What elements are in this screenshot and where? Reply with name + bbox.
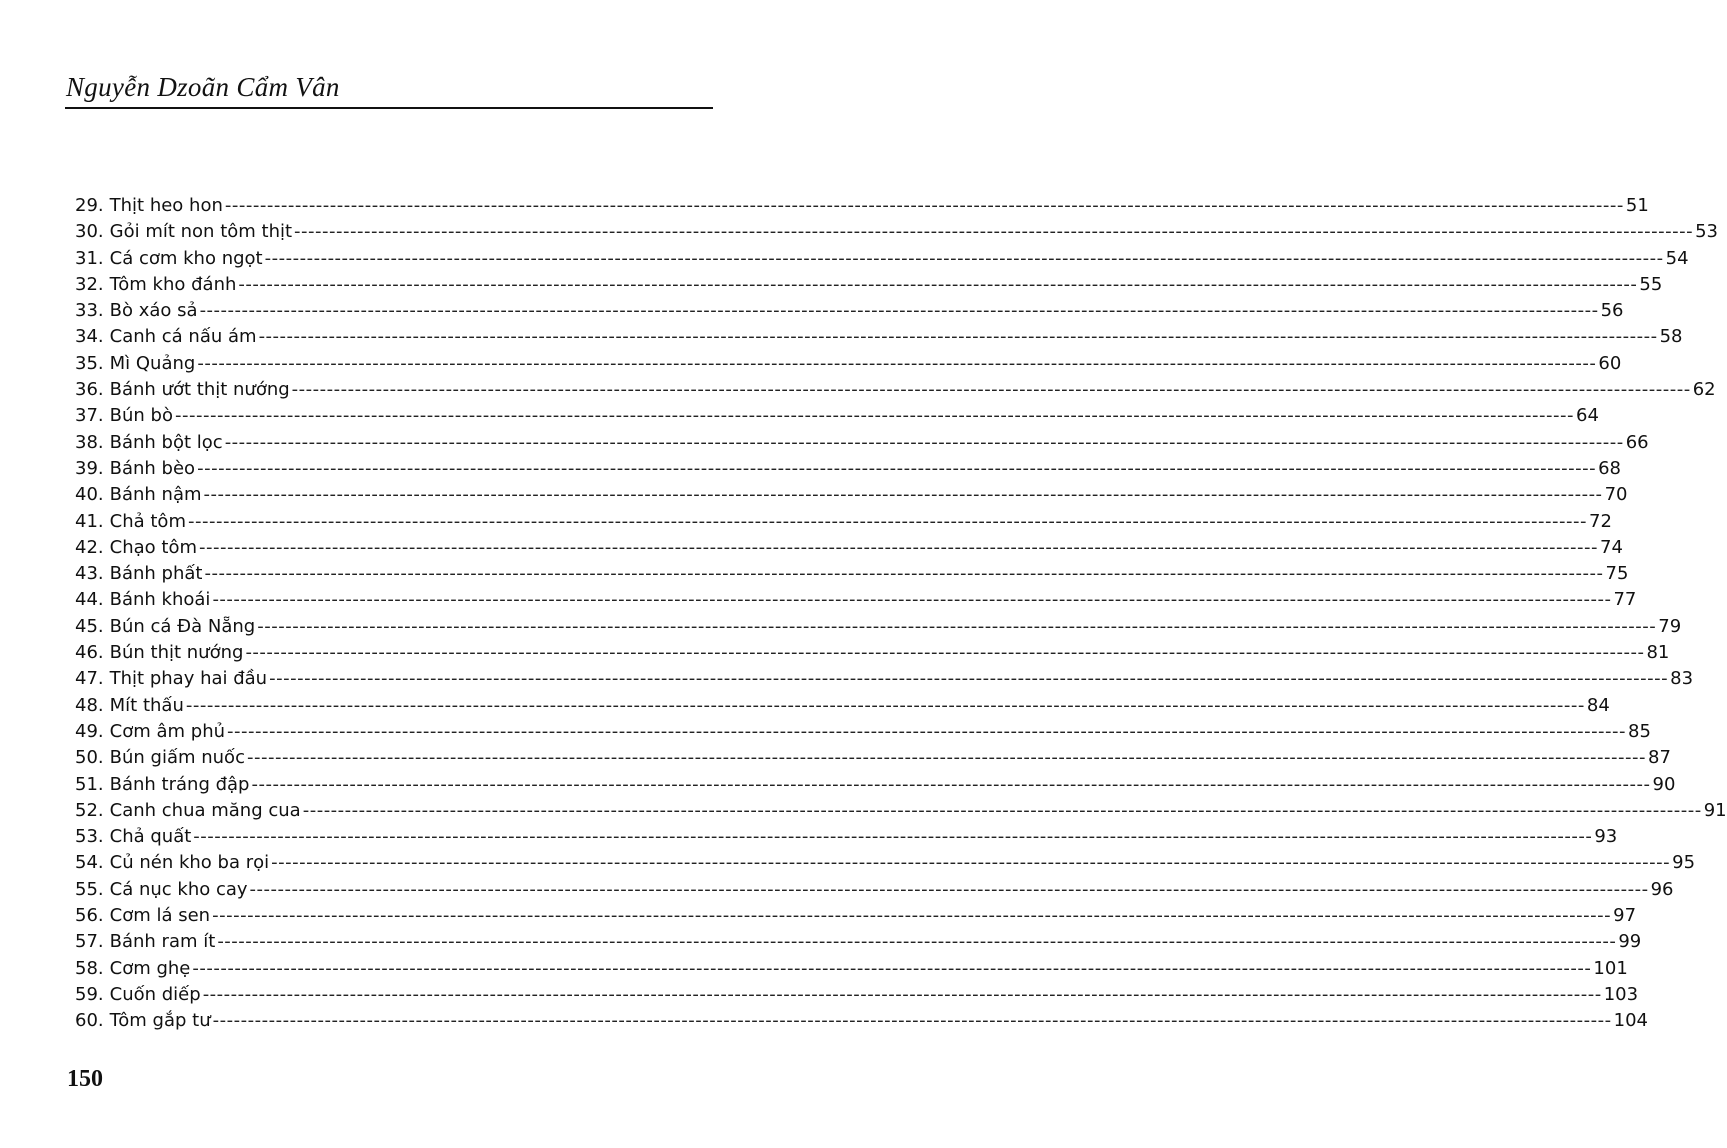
entry-number: 37.	[75, 405, 104, 427]
entry-title: Cuốn diếp	[109, 983, 201, 1005]
entry-page: 51	[1625, 195, 1649, 216]
dot-leader: --------------------------------------------------------------------------------------------------------------------------------------------------------------------------------------------------------	[269, 668, 1669, 690]
entry-number: 41.	[75, 510, 104, 532]
entry-title: Bún bò	[109, 405, 173, 427]
dot-leader: --------------------------------------------------------------------------------------------------------------------------------------------------------------------------------------------------------	[174, 405, 1574, 427]
entry-number: 29.	[75, 195, 104, 216]
entry-title: Bún giấm nuốc	[109, 747, 245, 769]
entry-title: Bánh tráng đập	[109, 773, 250, 795]
dot-leader: --------------------------------------------------------------------------------------------------------------------------------------------------------------------------------------------------------	[192, 957, 1592, 979]
dot-leader: --------------------------------------------------------------------------------------------------------------------------------------------------------------------------------------------------------	[264, 247, 1664, 269]
entry-page: 101	[1593, 957, 1628, 979]
toc-entry	[75, 905, 1637, 931]
toc-entry	[75, 563, 1629, 589]
toc-entry	[75, 720, 1651, 747]
toc-entry	[75, 799, 1727, 826]
entry-title: Bánh ram ít	[109, 931, 216, 953]
entry-number: 40.	[75, 484, 104, 506]
dot-leader: --------------------------------------------------------------------------------------------------------------------------------------------------------------------------------------------------------	[245, 642, 1645, 664]
toc-entry	[75, 615, 1682, 642]
entry-page: 87	[1648, 747, 1671, 769]
entry-title: Cơm âm phủ	[109, 720, 226, 742]
dot-leader: --------------------------------------------------------------------------------------------------------------------------------------------------------------------------------------------------------	[212, 589, 1612, 611]
entry-page: 56	[1600, 300, 1624, 322]
entry-page: 97	[1613, 905, 1637, 927]
entry-title: Canh cá nấu ám	[109, 326, 257, 348]
entry-title: Canh chua măng cua	[109, 799, 301, 821]
entry-title: Bún thịt nướng	[109, 642, 244, 664]
toc-entry	[75, 221, 1718, 247]
entry-page: 62	[1692, 379, 1716, 401]
toc-entry	[75, 957, 1628, 984]
toc-entry	[75, 852, 1696, 878]
entry-page: 93	[1594, 826, 1618, 848]
entry-number: 50.	[75, 747, 104, 769]
toc-entry	[75, 931, 1642, 957]
toc-entry	[75, 326, 1683, 352]
dot-leader: --------------------------------------------------------------------------------------------------------------------------------------------------------------------------------------------------------	[238, 273, 1638, 295]
dot-leader: --------------------------------------------------------------------------------------------------------------------------------------------------------------------------------------------------------	[224, 431, 1624, 453]
toc-entry	[75, 747, 1671, 773]
entry-page: 84	[1586, 694, 1610, 716]
entry-page: 83	[1670, 668, 1694, 690]
dot-leader: --------------------------------------------------------------------------------------------------------------------------------------------------------------------------------------------------------	[251, 773, 1651, 795]
toc-entry	[75, 247, 1689, 274]
entry-title: Chạo tôm	[109, 536, 197, 558]
entry-page: 72	[1589, 510, 1612, 532]
dot-leader: --------------------------------------------------------------------------------------------------------------------------------------------------------------------------------------------------------	[227, 720, 1627, 742]
toc-entry	[75, 878, 1674, 905]
entry-number: 30.	[75, 221, 104, 243]
entry-number: 54.	[75, 852, 104, 874]
entry-title: Cơm lá sen	[109, 905, 211, 927]
entry-number: 59.	[75, 983, 104, 1005]
entry-number: 55.	[75, 878, 104, 900]
entry-number: 46.	[75, 642, 104, 664]
toc-entry	[75, 589, 1637, 615]
entry-page: 58	[1659, 326, 1683, 348]
dot-leader: --------------------------------------------------------------------------------------------------------------------------------------------------------------------------------------------------------	[212, 1010, 1612, 1032]
entry-page: 85	[1628, 720, 1651, 742]
dot-leader: --------------------------------------------------------------------------------------------------------------------------------------------------------------------------------------------------------	[204, 563, 1604, 585]
dot-leader: --------------------------------------------------------------------------------------------------------------------------------------------------------------------------------------------------------	[199, 536, 1599, 558]
entry-title: Bánh bèo	[109, 457, 196, 479]
entry-title: Cá cơm kho ngọt	[109, 247, 263, 269]
entry-title: Bún cá Đà Nẵng	[109, 615, 256, 637]
entry-page: 64	[1576, 405, 1599, 427]
entry-number: 48.	[75, 694, 104, 716]
entry-page: 96	[1650, 878, 1674, 900]
entry-title: Bánh phất	[109, 563, 203, 585]
entry-number: 36.	[75, 379, 104, 401]
entry-page: 66	[1625, 431, 1649, 453]
entry-number: 42.	[75, 536, 104, 558]
toc-entry	[75, 642, 1670, 668]
dot-leader: --------------------------------------------------------------------------------------------------------------------------------------------------------------------------------------------------------	[187, 510, 1588, 532]
entry-title: Thịt heo hon	[109, 195, 223, 216]
entry-number: 45.	[75, 615, 104, 637]
entry-page: 60	[1598, 352, 1622, 374]
entry-title: Củ nén kho ba rọi	[109, 852, 270, 874]
entry-number: 49.	[75, 720, 104, 742]
entry-number: 31.	[75, 247, 104, 269]
dot-leader: --------------------------------------------------------------------------------------------------------------------------------------------------------------------------------------------------------	[291, 379, 1691, 401]
entry-number: 53.	[75, 826, 104, 848]
entry-title: Mì Quảng	[109, 352, 196, 374]
entry-number: 57.	[75, 931, 104, 953]
dot-leader: --------------------------------------------------------------------------------------------------------------------------------------------------------------------------------------------------------	[217, 931, 1617, 953]
toc-entry	[75, 668, 1694, 694]
toc-entry	[75, 536, 1623, 563]
entry-number: 47.	[75, 668, 104, 690]
toc-entry	[75, 273, 1663, 300]
entry-page: 79	[1658, 615, 1682, 637]
entry-title: Thịt phay hai đầu	[109, 668, 268, 690]
toc-entry	[75, 352, 1622, 379]
dot-leader: --------------------------------------------------------------------------------------------------------------------------------------------------------------------------------------------------------	[249, 878, 1649, 900]
entry-page: 95	[1672, 852, 1696, 874]
running-header: Nguyễn Dzoãn Cẩm Vân	[66, 72, 340, 102]
entry-page: 103	[1603, 983, 1639, 1005]
entry-page: 91	[1703, 799, 1727, 821]
entry-title: Bánh khoái	[109, 589, 211, 611]
dot-leader: --------------------------------------------------------------------------------------------------------------------------------------------------------------------------------------------------------	[257, 615, 1657, 637]
entry-number: 44.	[75, 589, 104, 611]
dot-leader: --------------------------------------------------------------------------------------------------------------------------------------------------------------------------------------------------------	[271, 852, 1671, 874]
toc-entry	[75, 405, 1599, 431]
dot-leader: --------------------------------------------------------------------------------------------------------------------------------------------------------------------------------------------------------	[202, 983, 1602, 1005]
entry-title: Chả quất	[109, 826, 192, 848]
entry-page: 77	[1613, 589, 1637, 611]
entry-number: 60.	[75, 1010, 104, 1032]
entry-number: 52.	[75, 799, 104, 821]
dot-leader: --------------------------------------------------------------------------------------------------------------------------------------------------------------------------------------------------------	[197, 457, 1597, 479]
entry-number: 39.	[75, 457, 104, 479]
dot-leader: --------------------------------------------------------------------------------------------------------------------------------------------------------------------------------------------------------	[294, 221, 1694, 243]
entry-title: Bánh bột lọc	[109, 431, 223, 453]
entry-title: Bò xáo sả	[109, 300, 198, 322]
dot-leader: --------------------------------------------------------------------------------------------------------------------------------------------------------------------------------------------------------	[302, 799, 1702, 821]
entry-title: Cá nục kho cay	[109, 878, 248, 900]
dot-leader: --------------------------------------------------------------------------------------------------------------------------------------------------------------------------------------------------------	[197, 352, 1597, 374]
entry-title: Cơm ghẹ	[109, 957, 191, 979]
toc-entry	[75, 431, 1649, 458]
entry-number: 35.	[75, 352, 104, 374]
entry-title: Tôm gắp tư	[109, 1010, 211, 1032]
toc-entry	[75, 457, 1622, 484]
entry-page: 75	[1605, 563, 1629, 585]
toc-entry	[75, 694, 1610, 721]
entry-number: 38.	[75, 431, 104, 453]
entry-page: 70	[1604, 484, 1628, 506]
toc-entry	[75, 195, 1649, 221]
entry-number: 56.	[75, 905, 104, 927]
toc-entry	[75, 484, 1628, 510]
entry-number: 58.	[75, 957, 104, 979]
entry-page: 55	[1639, 273, 1663, 295]
entry-page: 90	[1652, 773, 1676, 795]
dot-leader: --------------------------------------------------------------------------------------------------------------------------------------------------------------------------------------------------------	[212, 905, 1612, 927]
entry-page: 68	[1598, 457, 1622, 479]
entry-page: 81	[1646, 642, 1670, 664]
entry-title: Bánh ướt thịt nướng	[109, 379, 290, 401]
toc-entry	[75, 300, 1624, 326]
toc-entry	[75, 826, 1618, 852]
entry-title: Gỏi mít non tôm thịt	[109, 221, 293, 243]
dot-leader: --------------------------------------------------------------------------------------------------------------------------------------------------------------------------------------------------------	[224, 195, 1624, 216]
toc-entry	[75, 510, 1612, 537]
toc-entry	[75, 379, 1716, 405]
dot-leader: --------------------------------------------------------------------------------------------------------------------------------------------------------------------------------------------------------	[193, 826, 1593, 848]
entry-page: 74	[1600, 536, 1623, 558]
table-of-contents	[75, 195, 1727, 1037]
entry-title: Bánh nậm	[109, 484, 202, 506]
entry-title: Chả tôm	[109, 510, 186, 532]
entry-number: 51.	[75, 773, 104, 795]
dot-leader: --------------------------------------------------------------------------------------------------------------------------------------------------------------------------------------------------------	[203, 484, 1603, 506]
entry-title: Tôm kho đánh	[109, 273, 237, 295]
toc-entry	[75, 983, 1639, 1010]
entry-title: Mít thấu	[109, 694, 184, 716]
entry-page: 53	[1695, 221, 1718, 243]
entry-number: 32.	[75, 273, 104, 295]
dot-leader: --------------------------------------------------------------------------------------------------------------------------------------------------------------------------------------------------------	[246, 747, 1646, 769]
entry-number: 43.	[75, 563, 104, 585]
header-rule	[65, 107, 713, 109]
entry-page: 54	[1665, 247, 1689, 269]
page-number: 150	[67, 1066, 103, 1092]
entry-page: 99	[1618, 931, 1642, 953]
entry-number: 33.	[75, 300, 104, 322]
dot-leader: --------------------------------------------------------------------------------------------------------------------------------------------------------------------------------------------------------	[199, 300, 1599, 322]
toc-entry	[75, 773, 1676, 800]
entry-number: 34.	[75, 326, 104, 348]
toc-entry	[75, 1010, 1649, 1036]
dot-leader: --------------------------------------------------------------------------------------------------------------------------------------------------------------------------------------------------------	[258, 326, 1658, 348]
dot-leader: --------------------------------------------------------------------------------------------------------------------------------------------------------------------------------------------------------	[185, 694, 1585, 716]
entry-page: 104	[1613, 1010, 1649, 1032]
